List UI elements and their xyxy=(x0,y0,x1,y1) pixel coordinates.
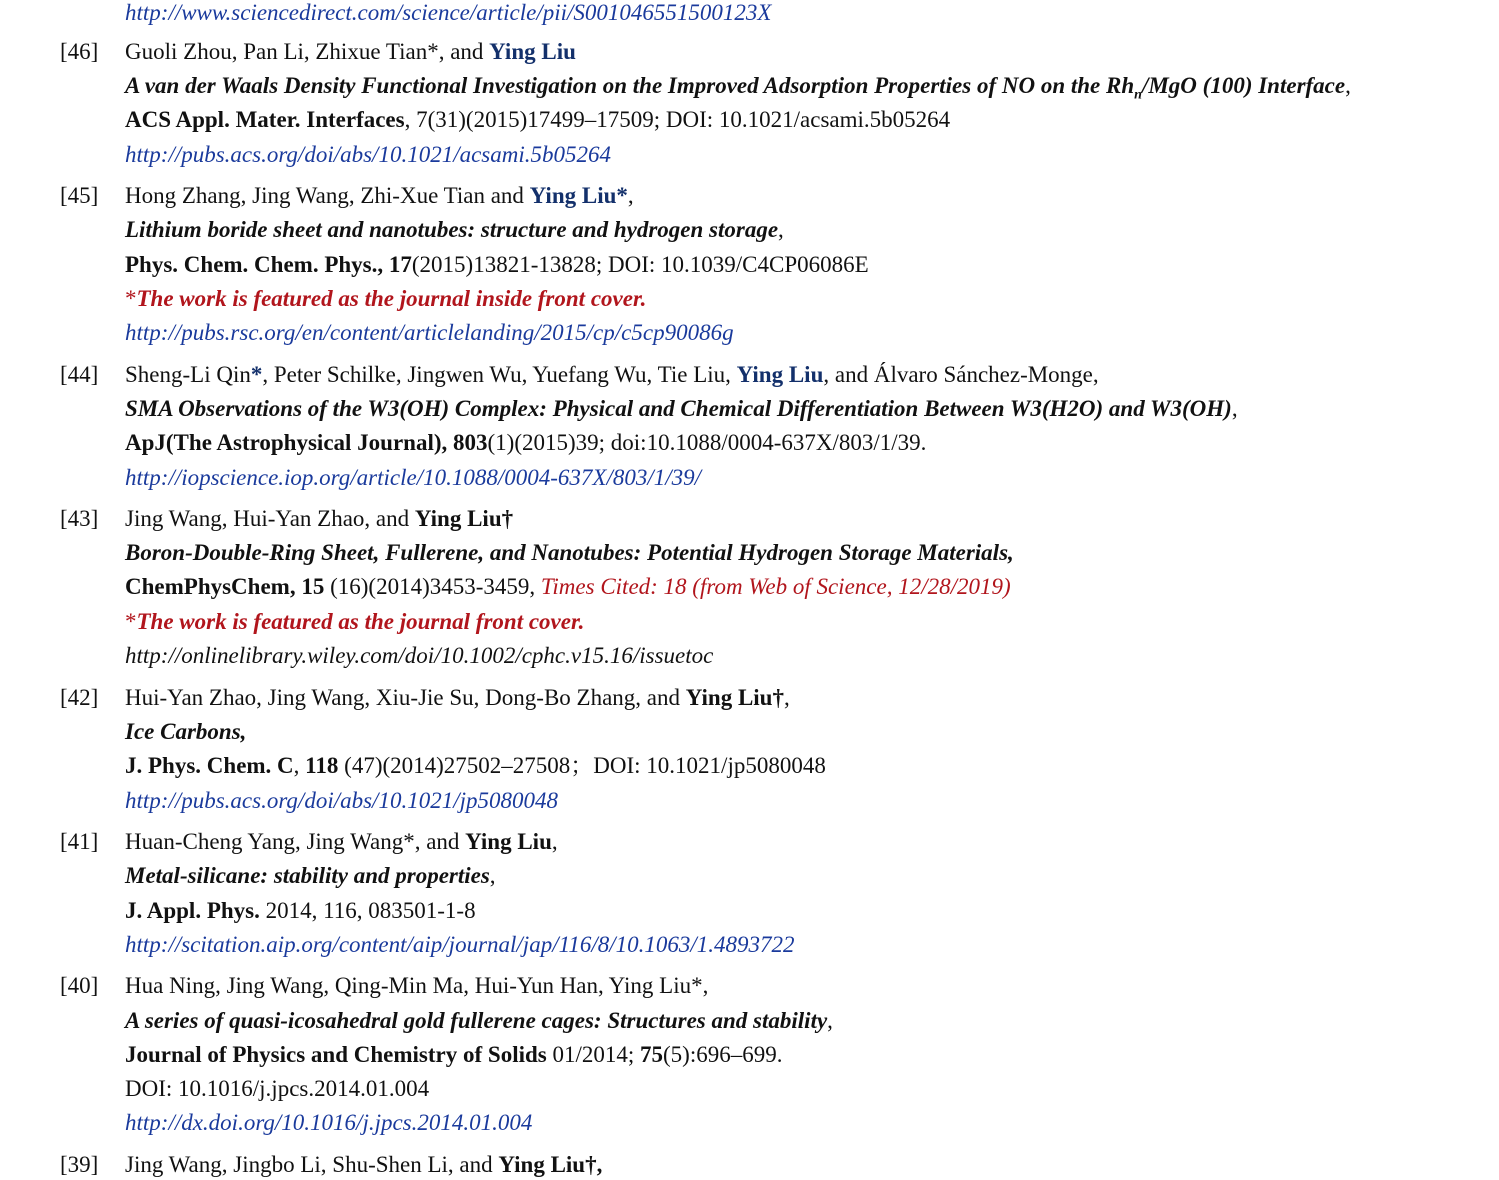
ref-45-link[interactable]: http://pubs.rsc.org/en/content/articlelanding/2015/cp/c5cp90086g xyxy=(125,320,734,345)
ref-45-title xyxy=(125,217,784,243)
ref-43-title: Boron-Double-Ring Sheet, Fullerene, and Nanotubes: Potential Hydrogen Storage Materials, xyxy=(125,540,1014,565)
ref-41-authors-post: , xyxy=(551,829,558,854)
ref-45-authors xyxy=(125,183,634,209)
ref-44-number: [44] xyxy=(60,362,99,387)
ref-43-authors xyxy=(125,506,513,532)
ref-45-title-text: Lithium boride sheet and nanotubes: structure and hydrogen storage xyxy=(125,217,779,242)
ref-45-journal: Phys. Chem. Chem. Phys., 17 xyxy=(125,252,412,277)
ref-46-title-b: /MgO (100) Interface xyxy=(1141,73,1346,98)
ref-43-note-text: The work is featured as the journal front cover. xyxy=(136,609,585,634)
ref-46-number: [46] xyxy=(60,39,99,64)
ref-44-authors xyxy=(125,362,1099,388)
ref-43-journal: ChemPhysChem, 15 xyxy=(125,574,325,599)
ref-46-citation xyxy=(125,107,950,133)
ref-44-details: (1)(2015)39; doi:10.1088/0004-637X/803/1/39. xyxy=(487,430,927,455)
ref-44-authors-a: Sheng-Li Qin xyxy=(125,362,251,387)
ref-41-journal: J. Appl. Phys. xyxy=(125,898,260,923)
ref-43-authors-text: Jing Wang, Hui-Yan Zhao, and xyxy=(125,506,415,531)
ref-44-citation xyxy=(125,430,926,456)
ref-46-title-sub: n xyxy=(1134,87,1142,103)
ref-41-authors-text: Huan-Cheng Yang, Jing Wang*, and xyxy=(125,829,466,854)
ref-46-link[interactable]: http://pubs.acs.org/doi/abs/10.1021/acsami.5b05264 xyxy=(125,142,611,167)
ref-44-authors-c: , and Álvaro Sánchez-Monge, xyxy=(823,362,1099,387)
ref-42-link[interactable]: http://pubs.acs.org/doi/abs/10.1021/jp5080048 xyxy=(125,788,558,813)
ref-45-number: [45] xyxy=(60,183,99,208)
ref-42-details: (47)(2014)27502–27508；DOI: 10.1021/jp5080048 xyxy=(338,753,826,778)
ref-42-citation xyxy=(125,753,826,779)
ref-44-authors-b: , Peter Schilke, Jingwen Wu, Yuefang Wu, Tie Liu, xyxy=(262,362,737,387)
ref-41-number: [41] xyxy=(60,829,99,854)
ref-45-note-text: The work is featured as the journal inside front cover. xyxy=(136,286,647,311)
ref-45-authors-post: , xyxy=(627,183,634,208)
top-link[interactable]: http://www.sciencedirect.com/science/article/pii/S001046551500123X xyxy=(125,0,772,25)
ref-41-title-text: Metal-silicane: stability and properties xyxy=(125,863,490,888)
ref-39-authors-text: Jing Wang, Jingbo Li, Shu-Shen Li, and xyxy=(125,1152,499,1177)
ref-44-corresponding-star: * xyxy=(250,362,263,387)
ref-46-details: , 7(31)(2015)17499–17509; DOI: 10.1021/acsami.5b05264 xyxy=(404,107,951,132)
ref-40-details-a: 01/2014; xyxy=(546,1042,640,1067)
ref-45-authors-text: Hong Zhang, Jing Wang, Zhi-Xue Tian and xyxy=(125,183,530,208)
ref-45-note-star: * xyxy=(125,286,137,311)
ref-43-citation xyxy=(125,574,1011,600)
ref-42-journal: J. Phys. Chem. C xyxy=(125,753,294,778)
ref-43-note-star: * xyxy=(125,609,137,634)
ref-43-number: [43] xyxy=(60,506,99,531)
ref-43-note xyxy=(125,609,584,635)
ref-46-title-end: , xyxy=(1345,73,1351,98)
ref-41-title xyxy=(125,863,496,889)
ref-46-title-a: A van der Waals Density Functional Investigation on the Improved Adsorption Properties of NO on the Rh xyxy=(125,73,1135,98)
ref-42-volume: 118 xyxy=(305,753,339,778)
ref-44-title xyxy=(125,396,1238,422)
ref-44-journal: ApJ(The Astrophysical Journal), 803 xyxy=(125,430,488,455)
ref-44-link[interactable]: http://iopscience.iop.org/article/10.1088/0004-637X/803/1/39/ xyxy=(125,465,701,490)
ref-40-link[interactable]: http://dx.doi.org/10.1016/j.jpcs.2014.01.004 xyxy=(125,1110,533,1135)
ref-45-author-highlight: Ying Liu* xyxy=(529,183,628,208)
ref-43-link[interactable]: http://onlinelibrary.wiley.com/doi/10.1002/cphc.v15.16/issuetoc xyxy=(125,643,714,668)
ref-42-number: [42] xyxy=(60,685,99,710)
ref-42-title: Ice Carbons, xyxy=(125,719,247,744)
ref-46-author-highlight: Ying Liu xyxy=(489,39,576,64)
ref-42-author-highlight: Ying Liu† xyxy=(685,685,784,710)
ref-42-authors-post: , xyxy=(783,685,790,710)
ref-42-authors xyxy=(125,685,790,711)
ref-40-citation xyxy=(125,1042,782,1068)
ref-41-title-end: , xyxy=(489,863,496,888)
ref-40-number: [40] xyxy=(60,973,99,998)
ref-46-authors-text: Guoli Zhou, Pan Li, Zhixue Tian*, and xyxy=(125,39,490,64)
ref-44-title-end: , xyxy=(1231,396,1238,421)
ref-39-number: [39] xyxy=(60,1152,99,1177)
ref-40-title-text: A series of quasi-icosahedral gold fullerene cages: Structures and stability xyxy=(125,1008,828,1033)
ref-40-doi: DOI: 10.1016/j.jpcs.2014.01.004 xyxy=(125,1076,430,1101)
ref-41-link[interactable]: http://scitation.aip.org/content/aip/journal/jap/116/8/10.1063/1.4893722 xyxy=(125,932,795,957)
ref-41-citation xyxy=(125,898,476,924)
ref-43-author-highlight: Ying Liu† xyxy=(414,506,514,531)
ref-46-authors xyxy=(125,39,576,65)
ref-43-times-cited: Times Cited: 18 (from Web of Science, 12/28/2019) xyxy=(540,574,1011,599)
ref-41-authors xyxy=(125,829,558,855)
ref-41-author-highlight: Ying Liu xyxy=(465,829,552,854)
ref-44-title-text: SMA Observations of the W3(OH) Complex: Physical and Chemical Differentiation Between W3(H2O) and W3(OH) xyxy=(125,396,1232,421)
ref-44-author-highlight: Ying Liu xyxy=(736,362,824,387)
ref-42-sep: , xyxy=(293,753,306,778)
ref-45-citation xyxy=(125,252,869,278)
ref-41-details: 2014, 116, 083501-1-8 xyxy=(259,898,476,923)
ref-46-title xyxy=(125,73,1351,109)
ref-39-authors xyxy=(125,1152,602,1178)
ref-45-details: (2015)13821-13828; DOI: 10.1039/C4CP06086E xyxy=(411,252,869,277)
ref-45-note xyxy=(125,286,646,312)
ref-40-volume: 75 xyxy=(640,1042,663,1067)
ref-40-title xyxy=(125,1008,833,1034)
ref-40-details-b: (5):696–699. xyxy=(663,1042,783,1067)
ref-40-title-end: , xyxy=(827,1008,833,1033)
ref-40-journal: Journal of Physics and Chemistry of Solids xyxy=(125,1042,547,1067)
ref-45-title-end: , xyxy=(778,217,784,242)
ref-42-authors-text: Hui-Yan Zhao, Jing Wang, Xiu-Jie Su, Dong-Bo Zhang, and xyxy=(125,685,686,710)
ref-39-author-highlight: Ying Liu†, xyxy=(498,1152,603,1177)
ref-40-authors: Hua Ning, Jing Wang, Qing-Min Ma, Hui-Yun Han, Ying Liu*, xyxy=(125,973,709,998)
ref-43-details: (16)(2014)3453-3459, xyxy=(324,574,541,599)
ref-46-journal: ACS Appl. Mater. Interfaces xyxy=(125,107,405,132)
